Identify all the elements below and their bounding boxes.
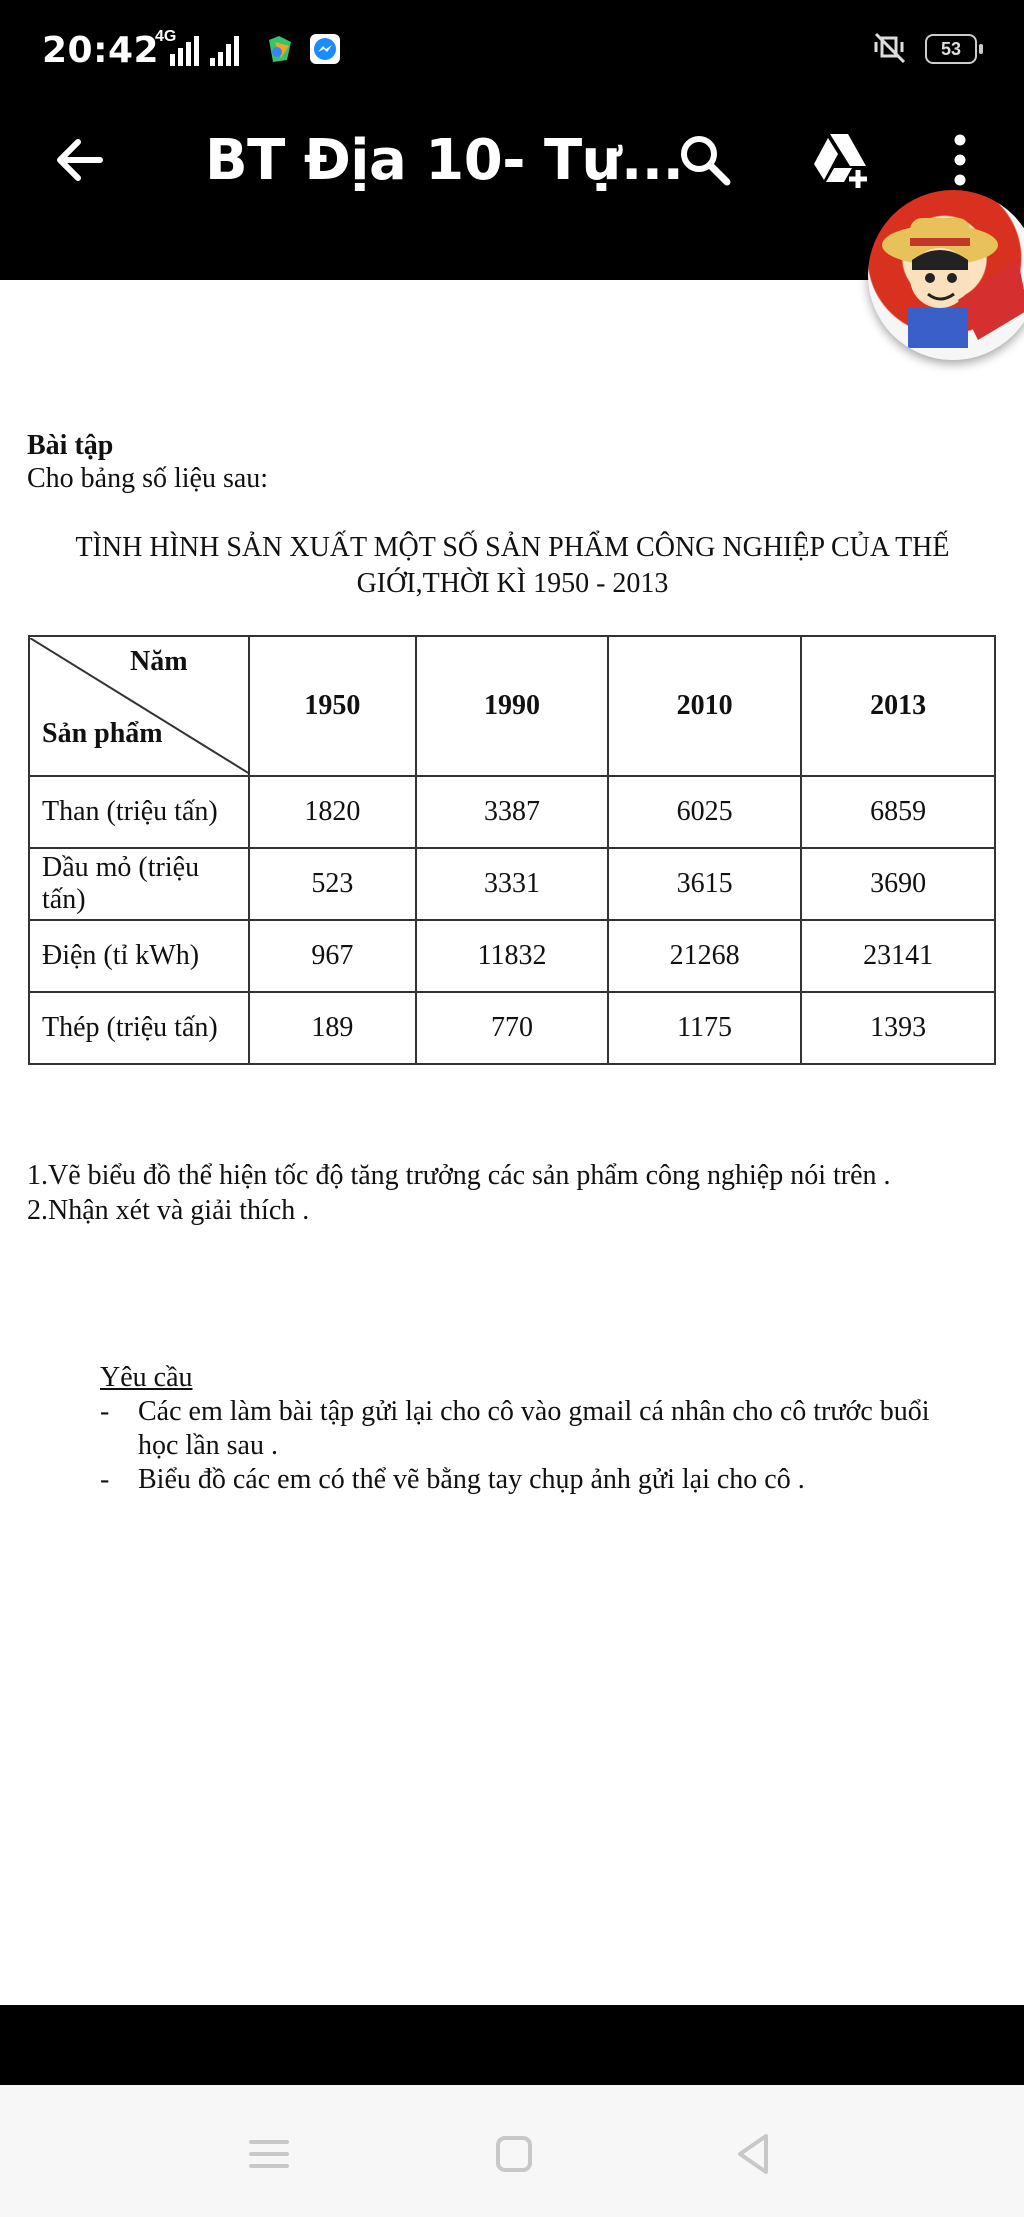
system-navigation-bar xyxy=(0,2085,1024,2217)
table-cell: 11832 xyxy=(416,920,608,992)
document-title: BT Địa 10- Tự... xyxy=(205,128,684,193)
requirement-item xyxy=(100,1463,960,1497)
bullet-dash: - xyxy=(100,1396,110,1427)
product-name-cell: Than (triệu tấn) xyxy=(29,776,249,848)
mute-vibrate-icon xyxy=(872,32,908,64)
floating-avatar[interactable] xyxy=(868,190,1024,360)
table-row xyxy=(29,920,995,992)
table-cell: 23141 xyxy=(801,920,995,992)
table-cell: 3615 xyxy=(608,848,802,920)
table-cell: 6859 xyxy=(801,776,995,848)
signal-icon-2 xyxy=(210,36,239,66)
table-cell: 967 xyxy=(249,920,417,992)
table-header-row xyxy=(29,636,995,776)
table-row xyxy=(29,848,995,920)
year-header: 1950 xyxy=(249,636,417,776)
diagonal-header-cell xyxy=(29,636,249,776)
product-name-cell: Dầu mỏ (triệu tấn) xyxy=(29,848,249,920)
more-options-icon[interactable] xyxy=(940,130,1000,190)
table-row xyxy=(29,992,995,1064)
data-table xyxy=(28,635,996,1065)
search-icon[interactable] xyxy=(675,130,735,190)
bullet-dash: - xyxy=(100,1464,110,1495)
header-product-label: Sản phẩm xyxy=(42,718,163,749)
requirement-item xyxy=(100,1395,960,1463)
table-title-line2: GIỚI,THỜI KÌ 1950 - 2013 xyxy=(356,568,669,599)
year-header: 2013 xyxy=(801,636,995,776)
exercise-heading: Bài tập xyxy=(27,430,114,461)
product-name-cell: Điện (tỉ kWh) xyxy=(29,920,249,992)
year-header: 2010 xyxy=(608,636,802,776)
network-type-label: 4G xyxy=(155,28,177,45)
status-time: 20:42 xyxy=(42,30,160,71)
add-to-drive-icon[interactable] xyxy=(808,130,868,190)
bottom-toolbar xyxy=(0,2005,1024,2085)
requirements-title: Yêu cầu xyxy=(100,1362,193,1393)
table-cell: 1393 xyxy=(801,992,995,1064)
document-page xyxy=(0,280,1024,2005)
messenger-icon xyxy=(310,34,340,64)
table-cell: 770 xyxy=(416,992,608,1064)
table-cell: 3387 xyxy=(416,776,608,848)
requirement-text: Biểu đồ các em có thể vẽ bằng tay chụp ảnh gửi lại cho cô . xyxy=(138,1464,805,1495)
back-triangle-icon[interactable] xyxy=(730,2130,778,2178)
table-cell: 3690 xyxy=(801,848,995,920)
menu-icon[interactable] xyxy=(245,2130,293,2178)
table-cell: 3331 xyxy=(416,848,608,920)
intro-text: Cho bảng số liệu sau: xyxy=(27,463,269,494)
table-cell: 523 xyxy=(249,848,417,920)
signal-icon xyxy=(170,36,199,66)
app-notification-icon xyxy=(265,34,295,64)
table-cell: 1175 xyxy=(608,992,802,1064)
question-1: 1.Vẽ biểu đồ thể hiện tốc độ tăng trưởng các sản phẩm công nghiệp nói trên . xyxy=(27,1160,891,1191)
year-header: 1990 xyxy=(416,636,608,776)
home-icon[interactable] xyxy=(490,2130,538,2178)
table-cell: 1820 xyxy=(249,776,417,848)
table-cell: 189 xyxy=(249,992,417,1064)
requirement-text: Các em làm bài tập gửi lại cho cô vào gmail cá nhân cho cô trước buổi học lần sau . xyxy=(138,1396,930,1461)
header-year-label: Năm xyxy=(129,646,188,677)
table-row xyxy=(29,776,995,848)
table-title xyxy=(40,530,985,602)
question-2: 2.Nhận xét và giải thích . xyxy=(27,1195,310,1226)
battery-indicator: 53 xyxy=(925,34,977,64)
status-bar xyxy=(0,0,1024,100)
table-cell: 21268 xyxy=(608,920,802,992)
product-name-cell: Thép (triệu tấn) xyxy=(29,992,249,1064)
table-title-line1: TÌNH HÌNH SẢN XUẤT MỘT SỐ SẢN PHẨM CÔNG NGHIỆP CỦA THẾ xyxy=(75,532,950,563)
back-arrow-icon[interactable] xyxy=(50,130,110,190)
table-cell: 6025 xyxy=(608,776,802,848)
